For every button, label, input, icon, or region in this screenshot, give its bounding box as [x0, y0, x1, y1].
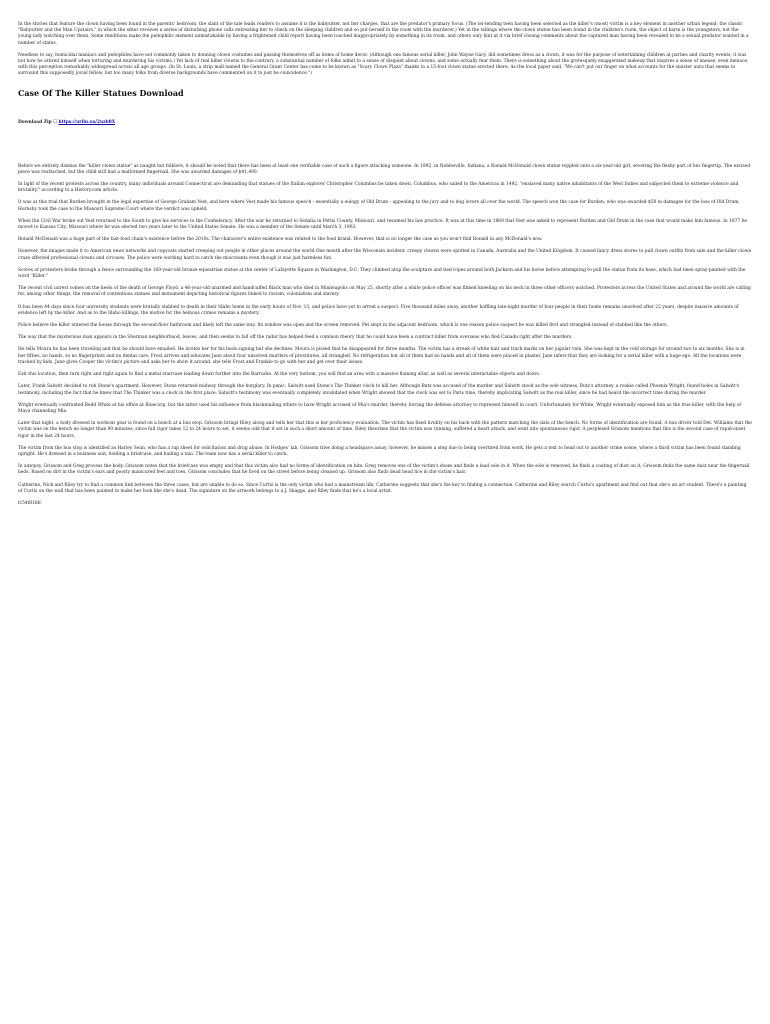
body-paragraph: Wright eventually confronted Redd White at his office at Bluecorp, but the latter used his influence from blackmailing others to have Wright accused of Mia's murder, thereby forcing the defense attorney to represent himself in court. Unfortunately for White, Wright eventually exposed him as the true killer, with the help of Maya channeling Mia.: [18, 402, 742, 414]
body-paragraph: The recent civil unrest comes on the heels of the death of George Floyd, a 46-year-old unarmed and handcuffed Black man who died in Minneapolis on May 25, shortly after a white police officer was filmed kneeling on his neck in three other officers watched. Protesters across the United States and around the world are calling for, among other things, the removal of contentious statues and monument depicting historical figures linked to racism, colonialism and slavery.: [18, 286, 751, 298]
body-paragraph: Ronald McDonald was a huge part of the fast-food chain's existence before the 2010s. The character's entire existence was related to the food brand. However, that is no longer the case as you won't find Ronald in any McDonald's now.: [18, 237, 543, 243]
body-paragraph: In light of the recent protests across the country, many individuals around Connecticut are demanding that statues of the Italian explorer Christopher Columbus be taken down. Columbus, who sailed to the Americas in 1492, "enslaved many native inhabitants of the West Indies and subjected them to extreme violence and brutality," according to a History.com article.: [18, 182, 739, 194]
body-paragraph: He tells Moura he has been traveling and that he should have emailed. He invites her for his book signing but she declines. Moura is pissed that he disappeared for three months. The victim has a streak of white hair and track marks on her jugular vein. She was kept in the cold storage for around two to six months. She is in her fifties, no hands, so no fingerprints and no dental care. Frost arrives and educates Jane about four unsolved murders of prostitutes, all strangled. No refrigeration but all of them had no hands and all of them were placed in plaster. Jane infers that they are looking for a serial killer with a huge ego. All the locations were tracked by kids. Jane gives Cooper the victim's picture and asks her to show it around. she tells Frost and Frankie to go with her and get over their issues.: [18, 347, 745, 365]
spacer: [18, 156, 752, 164]
body-paragraph: It has been 44 days since four university students were brutally stabbed to death in their Idaho home in the early hours of Nov. 13, and police have yet to arrest a suspect. Five thousand miles away, another baffling late-night murder of four people in their home remains unsolved after 22 years, despite massive amounts of evidence left by the killer. And as to the Idaho killings, the motive for the heinous crimes remains a mystery.: [18, 304, 739, 316]
body-paragraph: Later that night, a body dressed in workout gear is found on a bench at a bus stop. Grissom brings Riley along and tells her that this is her proficiency evaluation. The victim has fixed lividity on his back with the pattern matching the slats of the bench. No forms of identification are found. A bus driver told Det. Williams that the victim was on the bench no longer than 90 minutes; since full rigor takes 12 to 24 hours to set, it seems odd that it set in such a short amount of time. Riley theorizes that the victim was running, suffered a heart attack, and went into spontaneous rigor. A perplexed Grissom mentions that this is the second case of rapid-onset rigor in the last 24 hours.: [18, 421, 752, 439]
download-link[interactable]: https://urlin.us/2nzb8X: [58, 119, 116, 125]
intro-paragraph: In the stories that feature the clown having been found in the parents' bedroom, the slant of the tale leads readers to assume it is the babysitter, not her charges, that are the predator's primary focus. (The tel-tending teen having been selected as the killer's (most) victim is a key element in another urban legend: the classic "Babysitter and the Man Upstairs," in which the sitter receives a series of disturbing phone calls entreating her to check on the sleeping children and so put herself in the room with the murderer.) Yet in the tellings where the clown statue has been found in the children's room, the object of harm is the youngsters, not the young lady watching over them. Some renditions make the pedophilic element unmistakable by having a frightened child report having been touched inappropriately by something in its room, and others only hint at it via brief closing comments about the captured man having been revealed to be a sexual predator wanted in a number of states.: [18, 22, 749, 46]
download-label: Download Zip: [18, 119, 52, 125]
body-paragraph: The victim from the bus stop is identified as Harley Sean, who has a rap sheet for solicitation and drug abuse. In Hodges' lab, Grissom tries doing a headspace assay; however, he misses a step due to being overtired from work. He gets a text to head out to another crime scene, where a third victim has been found standing upright. He's dressed in a business suit, holding a briefcase, and hailing a taxi. The team now has a serial killer to catch.: [18, 445, 741, 457]
body-paragraph: However, the images made it to American news networks and copycats started creeping out people in other places around the world.One month after the Wisconsin incident, creepy clowns were spotted in Canada, Australia and the United Kingdom. It caused fancy dress stores to pull clown outfits from sale and the killer clown craze affected professional clowns and circuses. The police were working hard to catch the miscreants even though it was just harmless fun.: [18, 249, 752, 261]
footer-code: fc54f818fc: [18, 500, 42, 506]
body-paragraph: Police believe the killer entered the house through the second-floor bathroom and likely left the same way. Its window was open and the screen removed. Pet slept in the adjacent bedroom, which is one reason police suspect he was killed first and strangled instead of stabbed like the others.: [18, 323, 668, 329]
document-page: [0, 0, 770, 507]
download-separator-icon: ☐: [53, 119, 58, 125]
download-line: [18, 120, 752, 126]
body-paragraph: In autopsy, Grissom and Greg process the body. Grissom notes that the briefcase was empty and that this victim also had no forms of identification on him. Greg removes one of the victim's shoes and finds a lead sole in it. When the sole is removed, he finds a coating of dust on it; Grissom finds the same dust near the fingernail beds. Based on dirt in the victim's ears and poorly manicured feet and toes, Grissom concludes that he lived on the street before being cleaned up. Grissom also finds dead head lice in the victim's hair.: [18, 464, 750, 476]
body-paragraph: Catherine, Nick and Riley try to find a common link between the three cases, but are unable to do so. Since Curtis is the only victim who had a mainstream life, Catherine suggests that she's the key to finding a connection. Catherine and Riley search Curtis's apartment and find out that she's an art student. There's a painting of Curtis on the wall that has been painted to make her look like she's dead. The signature on the artwork belongs to a J. Skaggs, and Riley finds that he's a local artist.: [18, 482, 747, 494]
body-paragraph: Later, Frank Salwitt decided to rob Stone's apartment. However, Stone returned midway through the burglary. In panic, Salwitt used Stone's The Thinker clock to kill her. Although Butz was accused of the murder and Salwitt stood as the sole witness, Butz's attorney, a rookie called Phoenix Wright, found holes in Salwitt's testimony, including the fact that he knew that The Thinker was a clock in the first place. Salwitt's testimony was eventually completely invalidated when Wright showed that the clock was set to Paris time, thereby implicating Salwitt as the real killer, since he had heard the incorrect time during the murder.: [18, 384, 740, 396]
body-paragraph: When the Civil War broke out Vest returned to the South to give his services to the Confederacy. After the war he returned to Sedalia in Pettis County, Missouri, and resumed his law practice. It was at this time in 1869 that Vest was asked to represent Burden and Old Drum in the case that would make him famous. In 1877 he moved to Kansas City, Missouri where he was elected two years later to the United States Senate. He was a member of the Senate until March 3, 1903.: [18, 218, 748, 231]
intro-paragraph: Needless to say, homicidal maniacs and pedophiles have not commonly taken to donning clown costumes and passing themselves off as items of home decor. (Although one famous serial killer, John Wayne Gacy, did sometimes dress as a clown, it was for the purpose of entertaining children at parties and charity events; it was not how he attired himself when torturing and murdering his victims.) Yet lack of real killer clowns to the contrary, a substantial number of folks admit to a sense of disquiet about clowns, and some actually fear them. There is something about the grotesquely exaggerated makeup that inspires a sense of unease, even menace, with this perception remarkably widespread across all age groups. (In St. Louis, a strip mall named the General Grant Center has come to be known as "Scary Clown Plaza" thanks to a 15-foot clown statue erected there. As the local paper said, "We can't put our finger on what accounts for the sinister aura that seems to surround this supposedly jovial fellow, but too many folks from diverse backgrounds have commented on it to just be coincidence."): [18, 52, 749, 77]
body-paragraph: It was at this trial that Burden brought in the legal expertise of George Graham Vest, and here where Vest made his famous speech - essentially a eulogy of Old Drum - appealing to the jury and to dog lovers all over the world. The speech won the case for Burden, who was awarded $50 in damages for the loss of Old Drum. Hornsby took the case to the Missouri Supreme Court where the verdict was upheld.: [18, 200, 740, 212]
body-paragraph: Scores of protesters broke through a fence surrounding the 160-year-old bronze equestrian statue at the center of Lafayette Square in Washington, D.C. They climbed atop the sculpture and tied ropes around both Jackson and his horse before attempting to pull the statue from its base, which had been spray-painted with the word "Killer.": [18, 267, 746, 280]
body-paragraph: Before we entirely dismiss the "killer clown statue" as naught but folklore, it should be noted that there has been at least one verifiable case of such a figure attacking someone. In 1992, in Noblesville, Indiana, a Ronald McDonald clown statue toppled onto a six-year-old girl, severing the fleshy part of her fingertip. The excised piece was reattached, but the child still had a malformed fingernail. She was awarded damages of $41,400.: [18, 163, 751, 175]
page-title: Case Of The Killer Statues Download: [18, 87, 184, 98]
body-paragraph: The way that the mysterious man appears in the Sherman neighborhood, leaves, and then seems to fall off the radar has helped feed a common theory that he could have been a contract killer from overseas who fled Canada right after the murders.: [18, 335, 573, 341]
body-paragraph: Exit this location, then turn right and right again to find a metal staircase leading down further into the Barracks. At the very bottom, you will find an area with a massive flaming altar, as well as several interactable objects and doors.: [18, 372, 541, 378]
